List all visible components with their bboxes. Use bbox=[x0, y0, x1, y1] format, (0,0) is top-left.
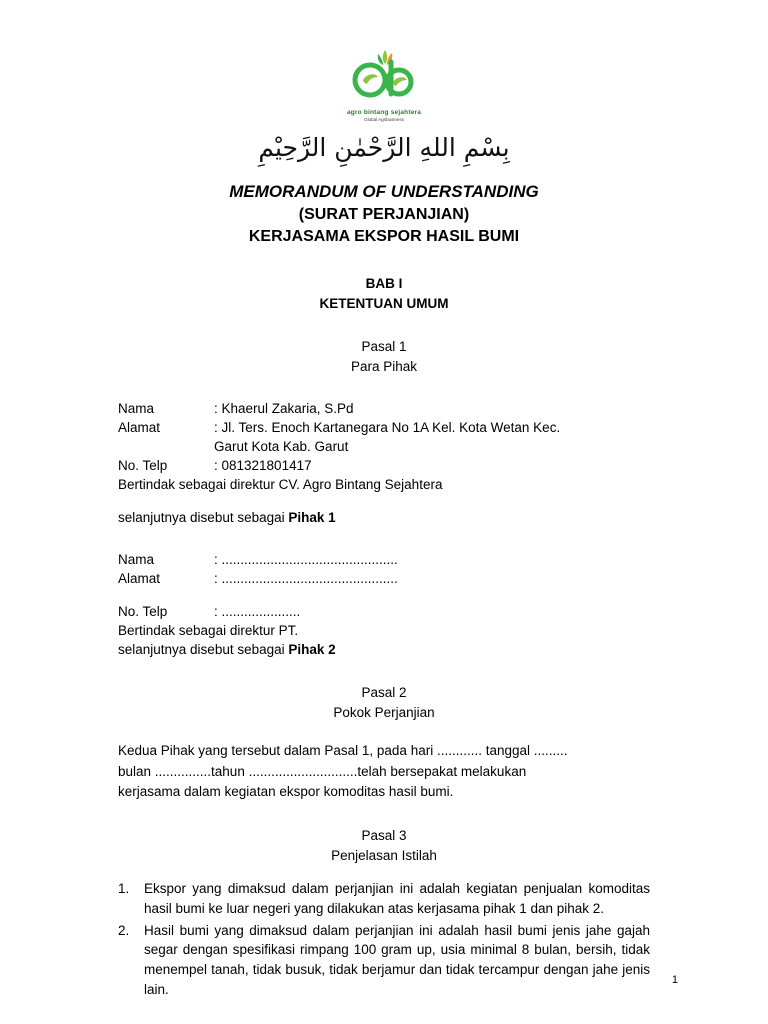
article-2-number: Pasal 2 bbox=[361, 685, 407, 701]
party-1-details bbox=[118, 399, 650, 528]
document-title bbox=[118, 181, 650, 247]
chapter-number: BAB I bbox=[365, 276, 403, 292]
article-3-list bbox=[118, 879, 650, 999]
list-item bbox=[118, 921, 650, 1000]
party-2-details bbox=[118, 550, 650, 660]
party-2-designation bbox=[118, 640, 650, 659]
party-2-name-row bbox=[118, 550, 650, 569]
title-line-2: (SURAT PERJANJIAN) bbox=[298, 206, 470, 224]
party-1-name-value: : Khaerul Zakaria, S.Pd bbox=[214, 400, 354, 416]
spacer bbox=[118, 494, 650, 508]
party-2-name-value[interactable]: : ............................................... bbox=[214, 551, 398, 567]
article-2-body-line-2: bulan ...............tahun .............................telah bersepakat melakukan bbox=[118, 763, 527, 779]
party-2-phone-value[interactable]: : ..................... bbox=[214, 603, 301, 619]
article-3-heading bbox=[118, 826, 650, 865]
party-2-address-row bbox=[118, 569, 650, 588]
logo-subcaption: Global Agribusiness bbox=[364, 116, 404, 122]
bismillah-calligraphy: بِسْمِ اللهِ الرَّحْمٰنِ الرَّحِيْمِ bbox=[258, 133, 510, 163]
chapter-name: KETENTUAN UMUM bbox=[319, 295, 449, 311]
party-1-address-value: : Jl. Ters. Enoch Kartanegara No 1A Kel. Kota Wetan Kec. bbox=[214, 419, 561, 435]
party-2-phone-label: No. Telp bbox=[118, 603, 168, 619]
article-2-subtitle: Pokok Perjanjian bbox=[333, 704, 435, 720]
party-2-acting-as: Bertindak sebagai direktur PT. bbox=[118, 622, 299, 638]
party-1-address-value-cont: Garut Kota Kab. Garut bbox=[214, 438, 349, 454]
chapter-heading bbox=[118, 274, 650, 313]
article-2-body-line-3: kerjasama dalam kegiatan ekspor komoditas hasil bumi. bbox=[118, 783, 454, 799]
list-item-number: 1. bbox=[118, 881, 130, 897]
list-item-text: Hasil bumi yang dimaksud dalam perjanjian ini adalah hasil bumi jenis jahe gajah segar dengan spesifikasi rimpang 100 gram up, usia minimal 8 bulan, bersih, tidak menempel tanah, tidak busuk, tidak berjamur dan tidak tercampur dengan jahe jenis lain. bbox=[144, 922, 650, 997]
logo-container bbox=[118, 46, 650, 122]
party-1-designation-name: Pihak 1 bbox=[288, 510, 336, 526]
article-1-heading bbox=[118, 337, 650, 376]
party-2-designation-name: Pihak 2 bbox=[288, 642, 336, 658]
party-1-name-row bbox=[118, 399, 650, 418]
agro-bintang-sejahtera-logo-icon bbox=[329, 46, 439, 108]
party-1-name-label: Nama bbox=[118, 400, 155, 416]
party-2-phone-row bbox=[118, 602, 650, 621]
list-item-number: 2. bbox=[118, 922, 130, 938]
article-2-body bbox=[118, 741, 650, 802]
title-line-1: MEMORANDUM OF UNDERSTANDING bbox=[229, 182, 539, 202]
article-3-subtitle: Penjelasan Istilah bbox=[331, 847, 437, 863]
party-2-name-label: Nama bbox=[118, 551, 155, 567]
spacer bbox=[118, 588, 650, 602]
party-1-phone-row bbox=[118, 456, 650, 475]
article-3-number: Pasal 3 bbox=[361, 828, 407, 844]
party-2-address-label: Alamat bbox=[118, 570, 161, 586]
title-line-3: KERJASAMA EKSPOR HASIL BUMI bbox=[248, 227, 520, 245]
party-1-designation bbox=[118, 508, 650, 527]
page-number: 1 bbox=[671, 974, 678, 986]
party-1-address-label: Alamat bbox=[118, 419, 161, 435]
party-1-designation-prefix: selanjutnya disebut sebagai bbox=[118, 510, 289, 526]
party-1-acting-as: Bertindak sebagai direktur CV. Agro Bintang Sejahtera bbox=[118, 477, 443, 493]
party-2-designation-prefix: selanjutnya disebut sebagai bbox=[118, 642, 289, 658]
company-logo bbox=[329, 46, 439, 122]
article-1-number: Pasal 1 bbox=[361, 339, 407, 355]
article-2-heading bbox=[118, 683, 650, 722]
logo-caption: agro bintang sejahtera bbox=[346, 109, 422, 116]
article-2-body-line-1: Kedua Pihak yang tersebut dalam Pasal 1, pada hari ............ tanggal ......... bbox=[118, 743, 568, 759]
party-1-phone-value: : 081321801417 bbox=[214, 458, 312, 474]
article-1-subtitle: Para Pihak bbox=[350, 359, 418, 374]
party-2-address-value[interactable]: : ............................................... bbox=[214, 570, 398, 586]
list-item-text: Ekspor yang dimaksud dalam perjanjian ini adalah kegiatan penjualan komoditas hasil bumi ke luar negeri yang dilakukan atas kerjasama pihak 1 dan pihak 2. bbox=[144, 881, 650, 916]
party-1-phone-label: No. Telp bbox=[118, 458, 168, 474]
list-item bbox=[118, 879, 650, 918]
party-1-address-row bbox=[118, 418, 650, 437]
